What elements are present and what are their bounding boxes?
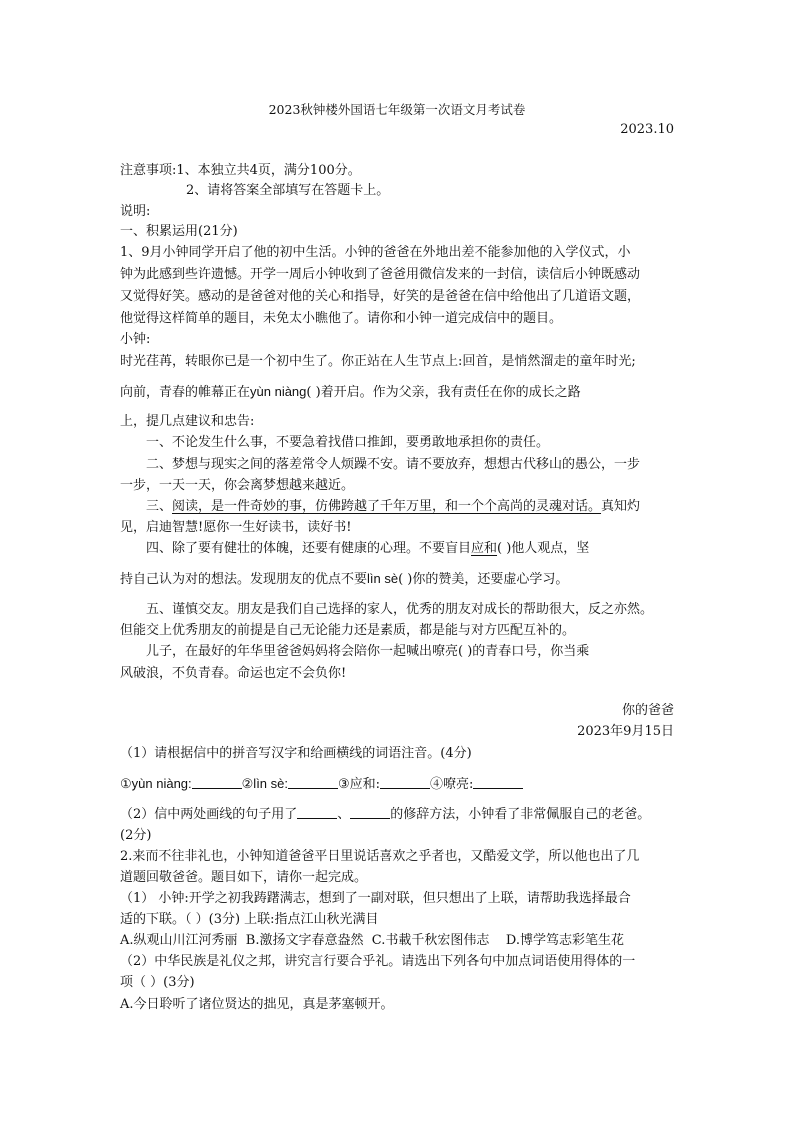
q1-sub2-line2: (2分) — [120, 828, 152, 843]
explain-label: 说明: — [120, 204, 151, 219]
question-text: （2）信中两处画线的句子用了 — [120, 807, 298, 822]
exam-date: 2023.10 — [620, 122, 674, 137]
q2-sub1-line1: （1） 小钟:开学之初我踌躇满志，想到了一副对联，但只想出了上联，请帮助我选择最合 — [120, 891, 631, 906]
letter-point-4-cont — [120, 570, 568, 589]
option-a[interactable]: A.纵观山川江河秀丽 — [120, 933, 238, 948]
option-d[interactable]: D.博学笃志彩笔生花 — [505, 933, 624, 948]
answer-blank[interactable] — [380, 776, 430, 789]
answer-blank[interactable] — [297, 806, 337, 819]
answer-blank[interactable] — [350, 806, 390, 819]
letter-point-5: 五、谨慎交友。朋友是我们自己选择的家人，优秀的朋友对成长的帮助很大，反之亦然。 — [146, 602, 654, 617]
q1-intro-line: 又觉得好笑。感动的是爸爸对他的关心和指导，好笑的是爸爸在信中给他出了几道语文题， — [120, 289, 641, 304]
q1-intro-line: 钟为此感到些许遗憾。开学一周后小钟收到了爸爸用微信发来的一封信，读信后小钟既感动 — [120, 267, 641, 282]
letter-salutation: 小钟: — [120, 332, 151, 347]
underlined-sentence: 阅读，是一件奇妙的事，仿佛跨越了千年万里，和一个个高尚的灵魂对话。 — [172, 499, 602, 514]
answer-blank[interactable] — [288, 776, 338, 789]
letter-text: ( )着开启。作为父亲，我有责任在你的成长之路 — [306, 385, 581, 400]
letter-signature: 你的爸爸 — [621, 703, 674, 718]
letter-text: ( )你的赞美，还要虚心学习。 — [398, 572, 569, 587]
letter-text: 持自己认为对的想法。发现朋友的优点不要 — [120, 572, 368, 587]
letter-point-3-cont: 见，启迪智慧!愿你一生好读书，读好书! — [120, 520, 352, 535]
letter-text: 四、除了要有健壮的体魄，还要有健康的心理。不要盲目 — [146, 541, 472, 556]
letter-text: 真知灼 — [601, 499, 641, 514]
answer-label: ②lìn sè: — [241, 776, 288, 791]
notice-item-1: 注意事项:1、本独立共4页，满分100分。 — [120, 163, 361, 178]
answer-blank[interactable] — [473, 776, 523, 789]
q2-line1: 2.来而不往非礼也，小钟知道爸爸平日里说话喜欢之乎者也，又酷爱文学，所以他也出了几 — [120, 849, 640, 864]
letter-closing-cont: 风破浪，不负青春。命运也定不会负你! — [120, 666, 347, 681]
letter-closing: 儿子，在最好的年华里爸爸妈妈将会陪你一起喊出嘹亮( )的青春口号，你当乘 — [146, 644, 590, 659]
letter-text: ( )他人观点，坚 — [497, 541, 590, 556]
q1-sub1-answers — [120, 775, 523, 794]
letter-point-2-cont: 一步，一天一天，你会离梦想越来越近。 — [120, 478, 355, 493]
question-text: 的修辞方法，小钟看了非常佩服自己的老爸。 — [390, 807, 651, 822]
answer-label: ④嘹亮: — [430, 777, 474, 792]
q2-sub2-line2: 项（ ）(3分) — [120, 975, 195, 990]
q2-sub1-line2: 适的下联。（ ）(3分) 上联:指点江山秋光满目 — [120, 912, 379, 927]
q2-sub2-line1: （2）中华民族是礼仪之邦，讲究言行要合乎礼。请选出下列各句中加点词语使用得体的一 — [120, 954, 636, 969]
letter-p1-line3: 上，提几点建议和忠告: — [120, 414, 255, 429]
letter-point-2: 二、梦想与现实之间的落差常令人烦躁不安。请不要放弃，想想古代移山的愚公，一步 — [146, 457, 641, 472]
letter-point-5-cont: 但能交上优秀朋友的前提是自己无论能力还是素质，都是能与对方匹配互补的。 — [120, 623, 576, 638]
letter-point-4 — [146, 540, 589, 558]
q2-line2: 道题回敬爸爸。题目如下，请你一起完成。 — [120, 870, 368, 885]
exam-title: 2023秋钟楼外国语七年级第一次语文月考试卷 — [268, 102, 526, 117]
q2-sub2-option-a[interactable]: A.今日聆听了诸位贤达的拙见，真是茅塞顿开。 — [120, 997, 394, 1012]
answer-label: ③应和: — [338, 777, 381, 792]
notice-item-2: 2、请将答案全部填写在答题卡上。 — [186, 183, 390, 198]
letter-p1-line1: 时光荏苒，转眼你已是一个初中生了。你正站在人生节点上:回首，是悄然溜走的童年时光; — [120, 354, 636, 369]
section-title: 一、积累运用(21分) — [120, 224, 238, 239]
letter-point-3 — [146, 498, 640, 516]
letter-text: 向前，青春的帷幕正在 — [120, 385, 251, 400]
letter-text: 三、 — [146, 499, 173, 514]
pinyin-linse: lìn sè — [367, 571, 399, 586]
letter-p1-line2 — [120, 383, 581, 402]
q1-sub1-prompt: （1）请根据信中的拼音写汉字和给画横线的词语注音。(4分) — [120, 746, 472, 761]
pinyin-yunniang: yùn niàng — [250, 384, 307, 399]
underlined-word: 应和 — [471, 541, 498, 556]
option-b[interactable]: B.激扬文字春意盎然 — [245, 933, 364, 948]
answer-label: ①yùn niàng: — [120, 776, 192, 791]
option-c[interactable]: C.书載千秋宏图伟志 — [371, 933, 490, 948]
question-text: 、 — [337, 807, 351, 822]
q1-intro-line: 他觉得这样简单的题目，未免太小瞧他了。请你和小钟一道完成信中的题目。 — [120, 311, 563, 326]
q1-sub2-line1 — [120, 806, 650, 824]
q2-sub1-options — [120, 932, 624, 950]
answer-blank[interactable] — [192, 776, 242, 789]
letter-sign-date: 2023年9月15日 — [577, 724, 674, 739]
q1-intro-line: 1、9月小钟同学开启了他的初中生活。小钟的爸爸在外地出差不能参加他的入学仪式，小 — [120, 245, 631, 260]
letter-point-1: 一、不论发生什么事，不要急着找借口推卸，要勇敢地承担你的责任。 — [146, 435, 550, 450]
